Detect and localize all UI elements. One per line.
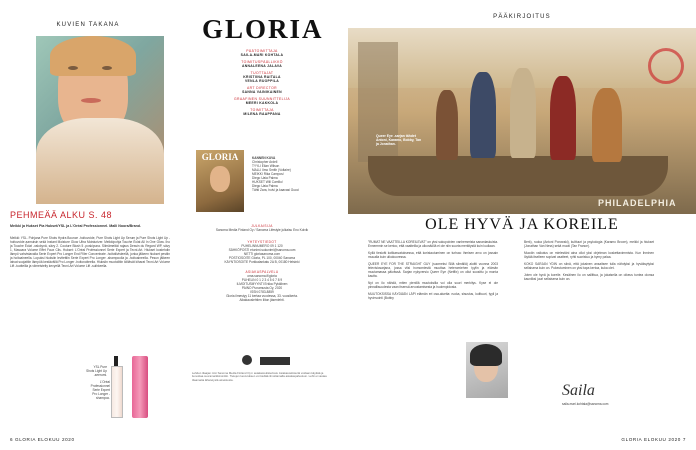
staff-name: SANNA VAINIKAINEN [242,90,282,94]
section-label: KUVIEN TAKANA [56,22,120,28]
cover-credit-line: MALLI Ilmo Smith (Voltaire) [252,168,291,172]
paragraph: Kyllä tiesivät kotikasvatuksessa, että koristautuminen on turhaa: ihmisen arvo on jossain muualla kuin ulkokuoressa. [368,251,498,259]
cover-credit-line: MEIKKI Rika Campos/ [252,172,284,176]
cover-credit-line: Christopher Ardell [252,160,278,164]
subscription-line: PUHELIN 0 1 2 3 4 5 6 7 8 9 [241,278,283,282]
ysl-serum-image [111,356,121,416]
subscription-label: ASIAKASPALVELU [245,270,279,274]
photo-banner: PHILADELPHIA [598,198,677,208]
staff-role: ART DIRECTOR [246,86,278,90]
subscription-line: ISSN 0783-8859 [250,290,274,294]
staff-name: SAILA-MARI KOHTALA [240,53,284,57]
staff-role: TUOTTAJAT [250,71,274,75]
editorial-column-2 [524,240,654,360]
cover-logo: GLORIA [201,152,239,162]
subscription-line: ILMOITUSMYYNTI Erkka Pykälinen [236,282,288,286]
staff-name: VENLA RUOPPILA [244,79,280,83]
contact-block [192,240,332,264]
author-portrait [466,342,508,398]
signature-email: saila-mari.kohtala@sanoma.com [562,402,609,406]
masthead-logo: GLORIA [202,14,324,44]
paragraph: QUEER EYE FOR THE STRAIGHT GUY (suomeksi Sillä silmällä) aloitti vuonna 2003 televisiosarjana, jossa viisi homomiestä muuttaa heteromiehen tyylin ja elämän muutamassa päivässä. Sarjan nykyversio Queer Eye (Netflix) on ollut suosittu jo monta kautta. [368,262,498,278]
article-body: Meikki: YSL. Pohjana Pure Shots Hydra Bounce -hoitovoide, Pure Shots Light Up Serum ja Pure Shots Light Up -hoitovoide aamuisin sekä Instant Moisture Glow Ultra Moisturizer. Meikkipohja Touche Éclat All In One Glow. Iho ja Touche Éclat -valokynä, sävy 2. Couture Blush 5 -poskipuna. Silmämeikki rajaus Dessin du Regard WP, sävy 1, Mascara Volume Effet Faux Cils. Hukset: L'Oréal Professionnel Serie Expert ja Tecni.Art. Hiukset kostehdin lämpö vahvistavalla Serie Expert Pro Longer End Filler Concentrate -hoitotiivisteellä, jonka jälkeen hiukset pestiin ja hoitoaineella. Lopuksi hiuksiin levitettiin Serie Expert Pro Longer -shampoolla ja -hoitoaineella. Pesun jälkeen latvat suojattiin lämpöä kestävällä Pro Longer -hoitovoiteella. Hiuksiin muotoiltiin kiiltävät kiharat Tecni.Art Volume Lift -tuotteilla ja viimeistelty kevyellä Tecni.Art Volume Lift -suihkeella. [10,236,170,268]
article-lead: Meikki ja Hukset Pia Hukset/YSL ja L'Oréal Professionnel. Malli Noora/Brand. [10,224,142,228]
paragraph: Berk), ruoka (Antoni Porowski), kulttuuri ja psykologia (Karamo Brown), meikki ja hiukset (Jonathan Van Ness) sekä muoti (Tan France). [524,240,654,248]
contact-line: NETTI gloriasanoma.com [243,252,281,256]
cover-credits [252,156,336,192]
cover-credit-line: Diego Uaia Palma [252,176,278,180]
publisher-block [192,224,332,232]
contact-line: SÄHKÖPOSTI etunimi.sukunimi@sanoma.com [228,248,296,252]
subscription-line: oma.sanoma.fi/gloria [247,274,277,278]
cover-credit-line: TYYLI Eilan Wilson [252,164,280,168]
page-footer-left: 6 GLORIA ELOKUU 2020 [10,437,75,442]
loreal-shampoo-image [132,356,148,418]
cover-credits-label: KANNEN KUVA [252,156,276,160]
section-label: PÄÄKIRJOITUS [493,14,551,20]
contact-label: YHTEYSTIEDOT [247,240,277,244]
paragraph: Nyt on ilo nähdä, miten pienillä muutoksilla voi olla suuri merkitys. Kyse ei ole pinnallisuudesta vaan itsensä arvostamisesta ja huolenpidosta. [368,281,498,289]
staff-name: ANNALEENA JALAVA [242,64,282,68]
contact-line: KÄYNTIOSOITE Porkkalankatu 2A B, 00180 Helsinki [224,260,300,264]
publisher-label: JULKAISIJA [251,224,273,228]
product-caption-loreal-visible: L'Oréal Professionnel Serie Expert Pro Longer -shampoo. [90,380,110,400]
cover-thumbnail [196,150,244,212]
paragraph: Joten ole hyvä ja koreile. Kesäinen ilo on sallittua, ja jokaisella on oikeus tuntea olonsa kauniiksi juuri sellaisena kuin on. [524,273,654,281]
paragraph: KOKO SARJAN YDIN on siinä, että jokainen ansaitsee tulla nähdyksi ja hyväksytyksi sellaisena kuin on. Pukeutuminen on yksi tapa kertoa, kuka olet. [524,262,654,270]
staff-name: MILENA RAAPPANA [243,112,281,116]
subscription-block [192,270,332,302]
staff-name: MEERI KAKKOLA [245,101,279,105]
paragraph: Muodin vaikutus on mielestäni aina ollut yksi ohjelman koskettavimmista. Kun ihminen löytää itselleen sopivat vaatteet, ryhti suoristuu ja hymy palaa. [524,251,654,259]
editorial-headline: OLE HYVÄ JA KOREILE [425,216,619,233]
staff-role: PÄÄTOIMITTAJA [246,49,278,53]
staff-role: TOIMITUSPÄÄLLIKKÖ [241,60,283,64]
paragraph: MUUTOKSISSA KÄYDÄÄN LÄPI elämän eri osa-alueita: ruoka, sisustus, kulttuuri, tyyli ja hyvinvointi (Bobby [368,292,498,300]
page-footer-right: GLORIA ELOKUU 2020 7 [621,437,686,442]
staff-list [182,46,342,116]
photo-caption: Queer Eye -sarjan tähdet Antoni, Karamo, Bobby, Tan ja Jonathan. [376,134,422,147]
staff-role: TOIMITTAJA [250,108,274,112]
product-caption-ysl: YSL Pure Shots Light Up -seerumi. [86,365,107,377]
cover-credit-line: HUKSET Will Carrillo/ [252,180,283,184]
contact-line: PUHELINNUMERO 09 1 120 [241,244,283,248]
cover-credit-line: Diego Uaia Palma [252,184,278,188]
hero-photo [348,28,696,214]
publisher-text: Sanoma Media Finland Oy / Sanoma Lifestyle julkaisu Eno Kolvik [215,228,309,232]
subscription-line: Aikakauslehtien liiton jäsenlehti. [239,298,285,302]
model-photo [36,36,164,204]
article-headline: PEHMEÄÄ ALKU S. 48 [10,210,113,220]
certification-logos [242,352,302,362]
subscription-line: PAINO Punamusta Oy, 2020 [241,286,283,290]
subscription-line: Gloria ilmestyy 11 kertaa vuodessa, 33. vuosikerta. [226,294,298,298]
paragraph: "RUMAT NE VAATTEILLA KOREILEVAT" on yksi sukupolvien vanhemmista sananlaskuista. Ennemmin se kertoo, että vaatteilla ja ulkonäöllä ei ole niin suurta merkitystä kuin luullaan. [368,240,498,248]
signature: Saila [562,382,595,399]
staff-role: GRAAFINEN SUUNNITTELIJA [233,97,291,101]
logo-mark-icon [242,355,252,365]
logo-mark-icon [260,357,290,365]
contact-line: POSTIOSOITE Gloria, PL 100, 00040 Sanoma [228,256,296,260]
fineprint: Lehden tilaajan nimi Sanoma Media Finland Oy:n asiakasrekisterissä. Asiakasrekisteriä voidaan käyttää ja luovuttaa suoramarkkinointiin. Tietojen luovutuksen voi kieltää ilmoittamalla asiakaspalveluun. Lehti ei vastaa tilaamatta lähetetystä aineistosta. [192,371,327,382]
cover-credit-line: Tähti Zara, huivi ja kaavasi Gucci [252,188,299,192]
masthead [182,0,342,450]
staff-name: KRISTIINA RAITALA [243,75,281,79]
right-page [348,0,696,450]
